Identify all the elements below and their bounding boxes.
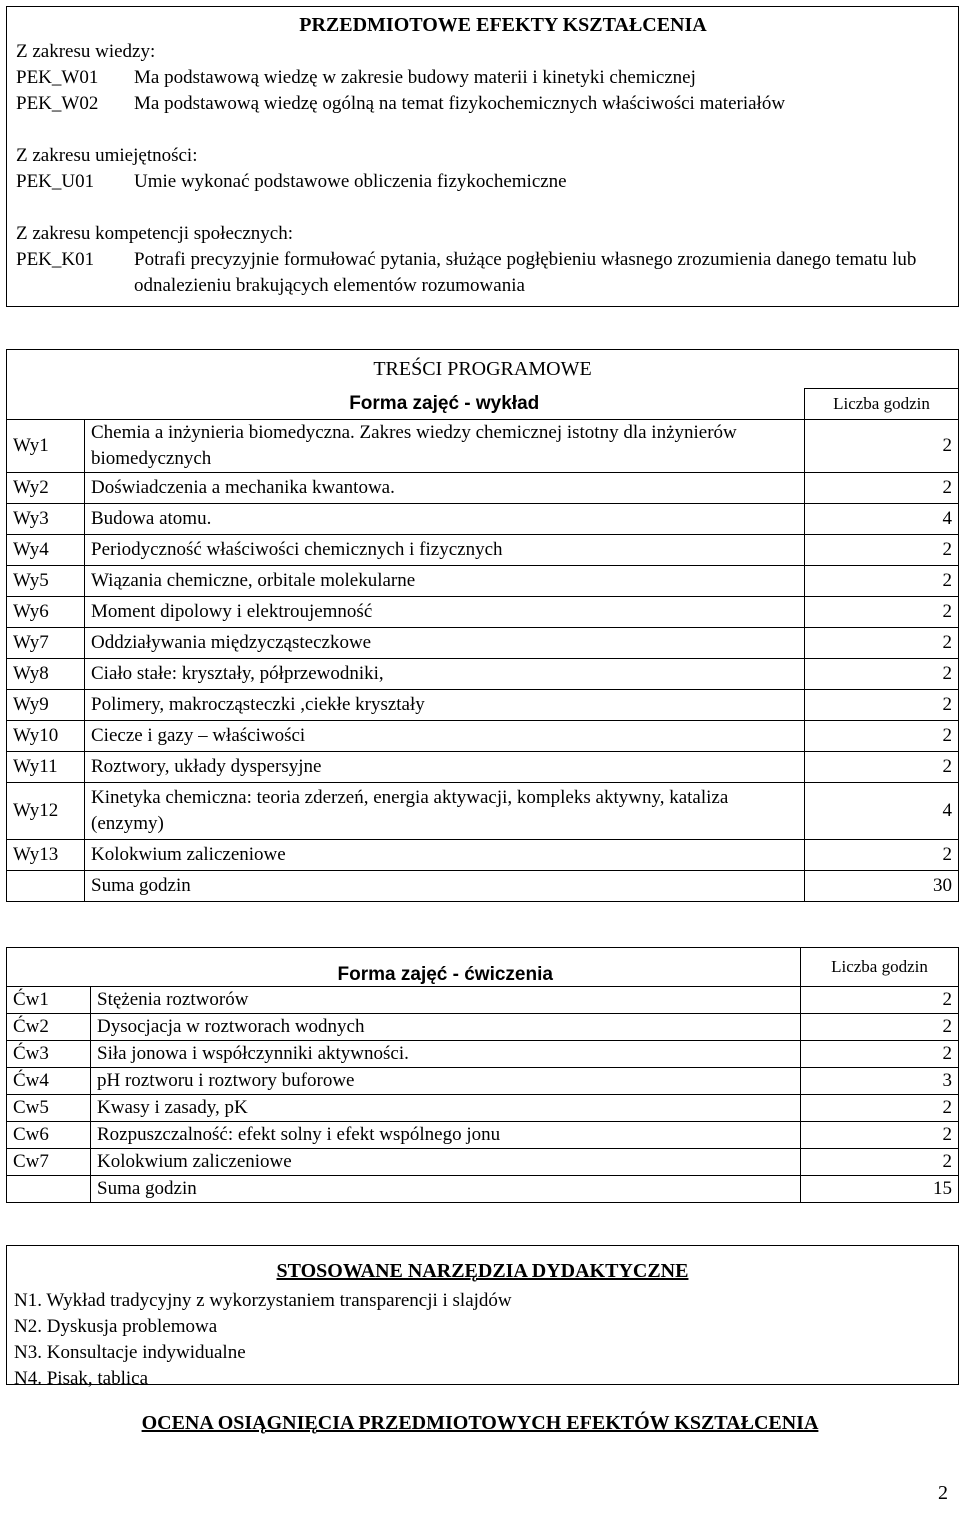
row-topic: Kolokwium zaliczeniowe bbox=[91, 1149, 801, 1176]
ocena-title: OCENA OSIĄGNIĘCIA PRZEDMIOTOWYCH EFEKTÓW KSZTAŁCENIA bbox=[141, 1412, 819, 1434]
row-code: Cw7 bbox=[7, 1149, 91, 1176]
row-hours: 2 bbox=[804, 420, 958, 473]
row-code: Ćw2 bbox=[7, 1014, 91, 1041]
efekt-text: Ma podstawową wiedzę ogólną na temat fizykochemicznych właściwości materiałów bbox=[134, 93, 786, 114]
wiedza-header: Z zakresu wiedzy: bbox=[16, 41, 156, 62]
sum-row bbox=[7, 871, 959, 902]
row-code: Wy5 bbox=[7, 566, 85, 597]
narzedzia-title: STOSOWANE NARZĘDZIA DYDAKTYCZNE bbox=[276, 1260, 689, 1282]
row-hours: 2 bbox=[804, 628, 958, 659]
row-topic: Dysocjacja w roztworach wodnych bbox=[91, 1014, 801, 1041]
hours-header: Liczba godzin bbox=[804, 389, 958, 420]
table-row bbox=[7, 1095, 959, 1122]
table-row bbox=[7, 566, 959, 597]
row-hours: 2 bbox=[804, 473, 958, 504]
efekty-section bbox=[6, 6, 959, 307]
row-hours: 4 bbox=[804, 504, 958, 535]
table-row bbox=[7, 420, 959, 473]
list-item: N4. Pisak, tablica bbox=[14, 1368, 149, 1389]
efekt-text: Ma podstawową wiedzę w zakresie budowy materii i kinetyki chemicznej bbox=[134, 67, 696, 88]
row-hours: 2 bbox=[804, 690, 958, 721]
table-row bbox=[7, 987, 959, 1014]
row-topic: Budowa atomu. bbox=[85, 504, 805, 535]
table-row bbox=[7, 504, 959, 535]
table-row bbox=[7, 721, 959, 752]
sum-row bbox=[7, 1176, 959, 1203]
row-topic: Stężenia roztworów bbox=[91, 987, 801, 1014]
row-code: Cw5 bbox=[7, 1095, 91, 1122]
efekt-text: Potrafi precyzyjnie formułować pytania, służące pogłębieniu własnego zrozumienia danego tematu lub odnalezieniu brakujących elementów rozumowania bbox=[134, 249, 917, 296]
kompetencje-header: Z zakresu kompetencji społecznych: bbox=[16, 223, 293, 244]
cwiczenia-table bbox=[6, 947, 959, 1203]
row-hours: 4 bbox=[804, 783, 958, 840]
efekt-code: PEK_K01 bbox=[16, 249, 95, 270]
list-item: N1. Wykład tradycyjny z wykorzystaniem transparencji i slajdów bbox=[14, 1290, 512, 1311]
row-topic: Doświadczenia a mechanika kwantowa. bbox=[85, 473, 805, 504]
tresci-table bbox=[6, 349, 959, 902]
row-hours: 2 bbox=[804, 597, 958, 628]
row-hours: 2 bbox=[804, 535, 958, 566]
row-hours: 3 bbox=[801, 1068, 959, 1095]
hours-header: Liczba godzin bbox=[801, 948, 959, 987]
efekty-title: PRZEDMIOTOWE EFEKTY KSZTAŁCENIA bbox=[299, 14, 707, 36]
row-hours: 2 bbox=[804, 752, 958, 783]
efekt-row bbox=[16, 65, 950, 91]
row-code: Wy3 bbox=[7, 504, 85, 535]
row-topic: Chemia a inżynieria biomedyczna. Zakres wiedzy chemicznej istotny dla inżynierów biomedycznych bbox=[85, 420, 805, 473]
efekt-text: Umie wykonać podstawowe obliczenia fizykochemiczne bbox=[134, 171, 567, 192]
narzedzia-section bbox=[6, 1245, 959, 1389]
table-row bbox=[7, 535, 959, 566]
row-hours: 2 bbox=[804, 659, 958, 690]
efekt-code: PEK_W02 bbox=[16, 93, 99, 114]
row-topic: Kwasy i zasady, pK bbox=[91, 1095, 801, 1122]
table-row bbox=[7, 597, 959, 628]
efekt-code: PEK_U01 bbox=[16, 171, 95, 192]
row-code: Wy4 bbox=[7, 535, 85, 566]
row-hours: 2 bbox=[801, 1122, 959, 1149]
table-row bbox=[7, 752, 959, 783]
row-code: Ćw1 bbox=[7, 987, 91, 1014]
row-topic: Ciało stałe: kryształy, półprzewodniki, bbox=[85, 659, 805, 690]
sum-value: 30 bbox=[804, 871, 958, 902]
row-topic: Kinetyka chemiczna: teoria zderzeń, energia aktywacji, kompleks aktywny, kataliza (enzymy) bbox=[85, 783, 805, 840]
row-code: Ćw4 bbox=[7, 1068, 91, 1095]
table-row bbox=[7, 783, 959, 840]
row-code: Wy6 bbox=[7, 597, 85, 628]
row-topic: pH roztworu i roztwory buforowe bbox=[91, 1068, 801, 1095]
sum-value: 15 bbox=[801, 1176, 959, 1203]
efekt-row bbox=[16, 247, 950, 299]
forma-cwiczenia-header: Forma zajęć - ćwiczenia bbox=[91, 948, 801, 987]
row-topic: Ciecze i gazy – właściwości bbox=[85, 721, 805, 752]
sum-label: Suma godzin bbox=[85, 871, 805, 902]
list-item: N3. Konsultacje indywidualne bbox=[14, 1342, 246, 1363]
table-row bbox=[7, 1014, 959, 1041]
page-number: 2 bbox=[938, 1482, 948, 1504]
row-topic: Moment dipolowy i elektroujemność bbox=[85, 597, 805, 628]
row-hours: 2 bbox=[804, 721, 958, 752]
row-code: Wy9 bbox=[7, 690, 85, 721]
sum-label: Suma godzin bbox=[91, 1176, 801, 1203]
row-code: Wy7 bbox=[7, 628, 85, 659]
list-item: N2. Dyskusja problemowa bbox=[14, 1316, 218, 1337]
row-code: Wy11 bbox=[7, 752, 85, 783]
efekt-row bbox=[16, 91, 950, 117]
row-topic: Roztwory, układy dyspersyjne bbox=[85, 752, 805, 783]
forma-wyklad-header: Forma zajęć - wykład bbox=[85, 389, 805, 420]
table-row bbox=[7, 840, 959, 871]
row-hours: 2 bbox=[801, 1041, 959, 1068]
efekt-row bbox=[16, 169, 950, 195]
row-code: Wy12 bbox=[7, 783, 85, 840]
table-row bbox=[7, 1149, 959, 1176]
row-code: Ćw3 bbox=[7, 1041, 91, 1068]
row-topic: Rozpuszczalność: efekt solny i efekt wspólnego jonu bbox=[91, 1122, 801, 1149]
row-topic: Oddziaływania międzycząsteczkowe bbox=[85, 628, 805, 659]
row-hours: 2 bbox=[801, 1014, 959, 1041]
row-topic: Wiązania chemiczne, orbitale molekularne bbox=[85, 566, 805, 597]
row-code: Wy1 bbox=[7, 420, 85, 473]
row-hours: 2 bbox=[801, 987, 959, 1014]
umiejetnosci-header: Z zakresu umiejętności: bbox=[16, 145, 198, 166]
table-row bbox=[7, 659, 959, 690]
row-hours: 2 bbox=[801, 1149, 959, 1176]
row-code: Wy13 bbox=[7, 840, 85, 871]
row-hours: 2 bbox=[804, 840, 958, 871]
row-code: Wy10 bbox=[7, 721, 85, 752]
table-row bbox=[7, 1068, 959, 1095]
row-topic: Kolokwium zaliczeniowe bbox=[85, 840, 805, 871]
efekt-code: PEK_W01 bbox=[16, 67, 99, 88]
row-hours: 2 bbox=[801, 1095, 959, 1122]
table-row bbox=[7, 690, 959, 721]
row-topic: Siła jonowa i współczynniki aktywności. bbox=[91, 1041, 801, 1068]
table-row bbox=[7, 473, 959, 504]
table-row bbox=[7, 628, 959, 659]
table-row bbox=[7, 1122, 959, 1149]
row-hours: 2 bbox=[804, 566, 958, 597]
row-topic: Periodyczność właściwości chemicznych i fizycznych bbox=[85, 535, 805, 566]
row-code: Cw6 bbox=[7, 1122, 91, 1149]
row-code: Wy8 bbox=[7, 659, 85, 690]
table-row bbox=[7, 1041, 959, 1068]
row-code: Wy2 bbox=[7, 473, 85, 504]
row-topic: Polimery, makrocząsteczki ,ciekłe kryształy bbox=[85, 690, 805, 721]
tresci-title: TREŚCI PROGRAMOWE bbox=[7, 350, 959, 389]
